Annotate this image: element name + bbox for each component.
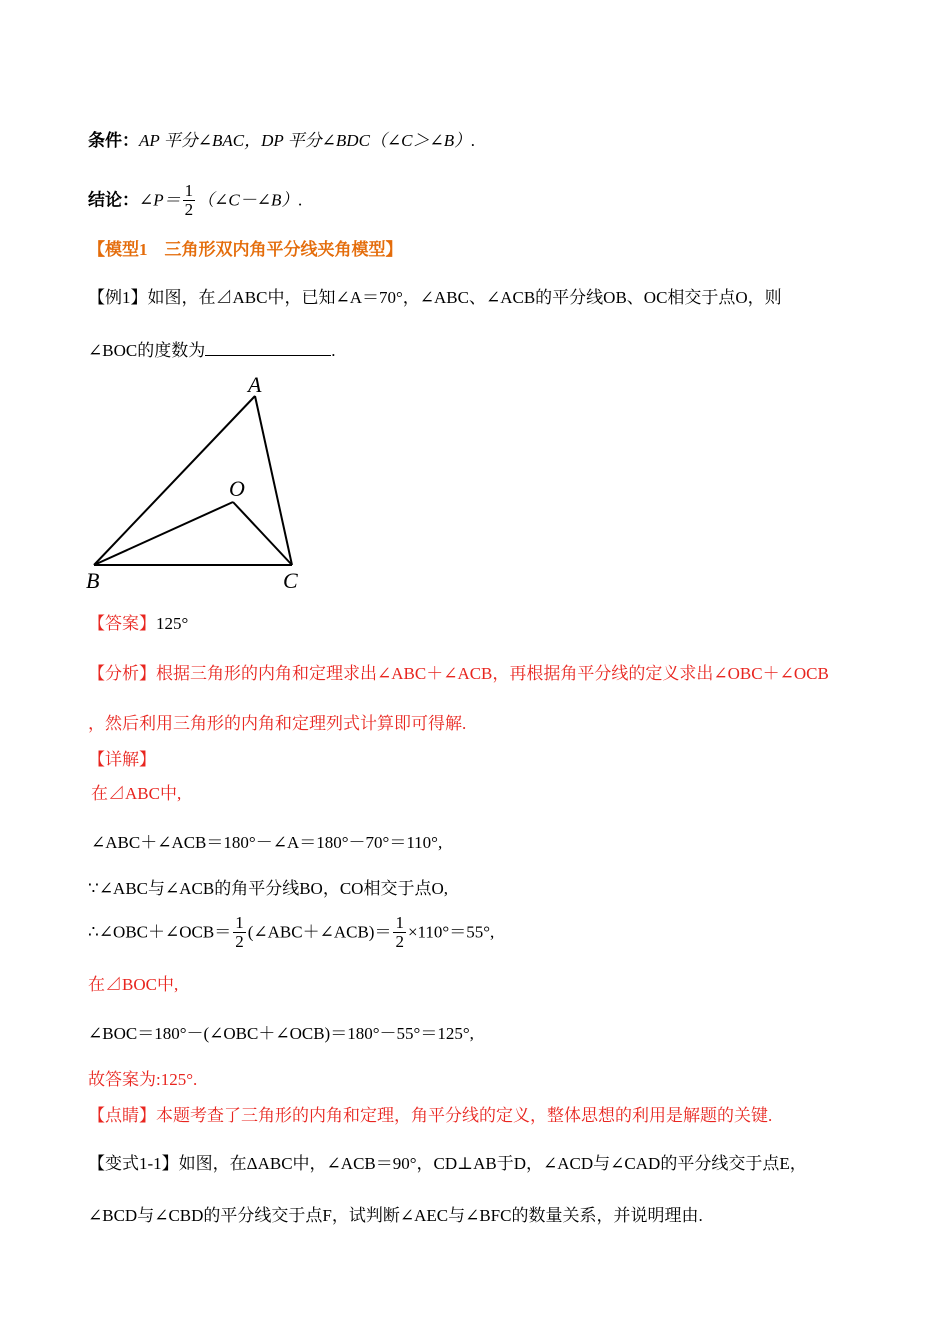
conclusion-line [88,182,303,219]
analysis-line-2: ，然后利用三角形的内角和定理列式计算即可得解. [88,714,467,733]
analysis-line-1 [88,663,829,685]
analysis-tag: 【分析】 [88,664,156,683]
example-line-1: 【例1】如图，在⊿ABC中，已知∠A＝70°，∠ABC、∠ACB的平分线OB、OC相交于点O，则 [88,288,782,307]
detail-step-4-mid: (∠ABC＋∠ACB)＝ [247,922,392,942]
conclusion-fraction-numerator: 1 [184,181,194,200]
detail-fraction-2-denominator: 2 [395,932,404,951]
detail-step-1: 在⊿ABC中, [91,784,182,803]
answer-value: 125° [156,614,189,633]
detail-fraction-1-numerator: 1 [235,913,244,932]
comment-text: 本题考查了三角形的内角和定理，角平分线的定义，整体思想的利用是解题的关键. [156,1106,773,1125]
comment-tag: 【点睛】 [88,1106,156,1125]
condition-line [88,130,475,152]
answer-tag: 【答案】 [88,614,156,633]
detail-step-2: ∠ABC＋∠ACB＝180°－∠A＝180°－70°＝110°, [91,833,443,852]
segment-oc [233,502,292,565]
detail-fraction-2 [393,914,406,951]
label-a: A [248,372,262,397]
side-ac [255,396,292,565]
detail-step-5: 在⊿BOC中, [88,975,179,994]
variant-line-2: ∠BCD与∠CBD的平分线交于点F，试判断∠AEC与∠BFC的数量关系，并说明理由. [88,1206,703,1225]
detail-step-3: ∵∠ABC与∠ACB的角平分线BO，CO相交于点O, [88,879,448,898]
label-o: O [229,476,245,501]
conclusion-fraction-denominator: 2 [184,200,194,219]
segment-bo [94,502,233,565]
detail-step-4-pre: ∴∠OBC＋∠OCB＝ [88,922,232,942]
condition-text: AP 平分∠BAC，DP 平分∠BDC（∠C＞∠B）. [139,131,476,150]
label-c: C [283,568,298,593]
example-question: ∠BOC的度数为 [88,341,206,360]
detail-fraction-1-denominator: 2 [235,932,244,951]
conclusion-pre: ∠P＝ [139,190,181,210]
answer-line [88,613,188,635]
detail-step-6: ∠BOC＝180°－(∠OBC＋∠OCB)＝180°－55°＝125°, [88,1024,474,1043]
variant-line-1: 【变式1-1】如图，在ΔABC中，∠ACB＝90°，CD⊥AB于D，∠ACD与∠CAD的平分线交于点E， [88,1154,807,1173]
detail-step-4-post: ×110°＝55°, [407,922,495,942]
conclusion-fraction [183,182,196,219]
answer-blank [205,339,331,356]
detail-fraction-2-numerator: 1 [395,913,404,932]
detail-step-7: 故答案为:125°. [88,1070,198,1089]
example-question-end: . [331,341,336,360]
conclusion-post: （∠C－∠B）. [197,190,303,210]
conclusion-label: 结论： [88,190,139,210]
comment-line [88,1105,772,1127]
detail-tag: 【详解】 [88,750,156,769]
analysis-text-1: 根据三角形的内角和定理求出∠ABC＋∠ACB，再根据角平分线的定义求出∠OBC＋∠OCB [156,664,829,683]
detail-step-4 [88,914,494,951]
detail-fraction-1 [233,914,246,951]
model-heading: 【模型1 三角形双内角平分线夹角模型】 [88,240,403,259]
example-line-2 [88,339,335,362]
label-b: B [86,568,100,593]
triangle-figure [80,370,320,595]
condition-label: 条件： [88,131,139,150]
